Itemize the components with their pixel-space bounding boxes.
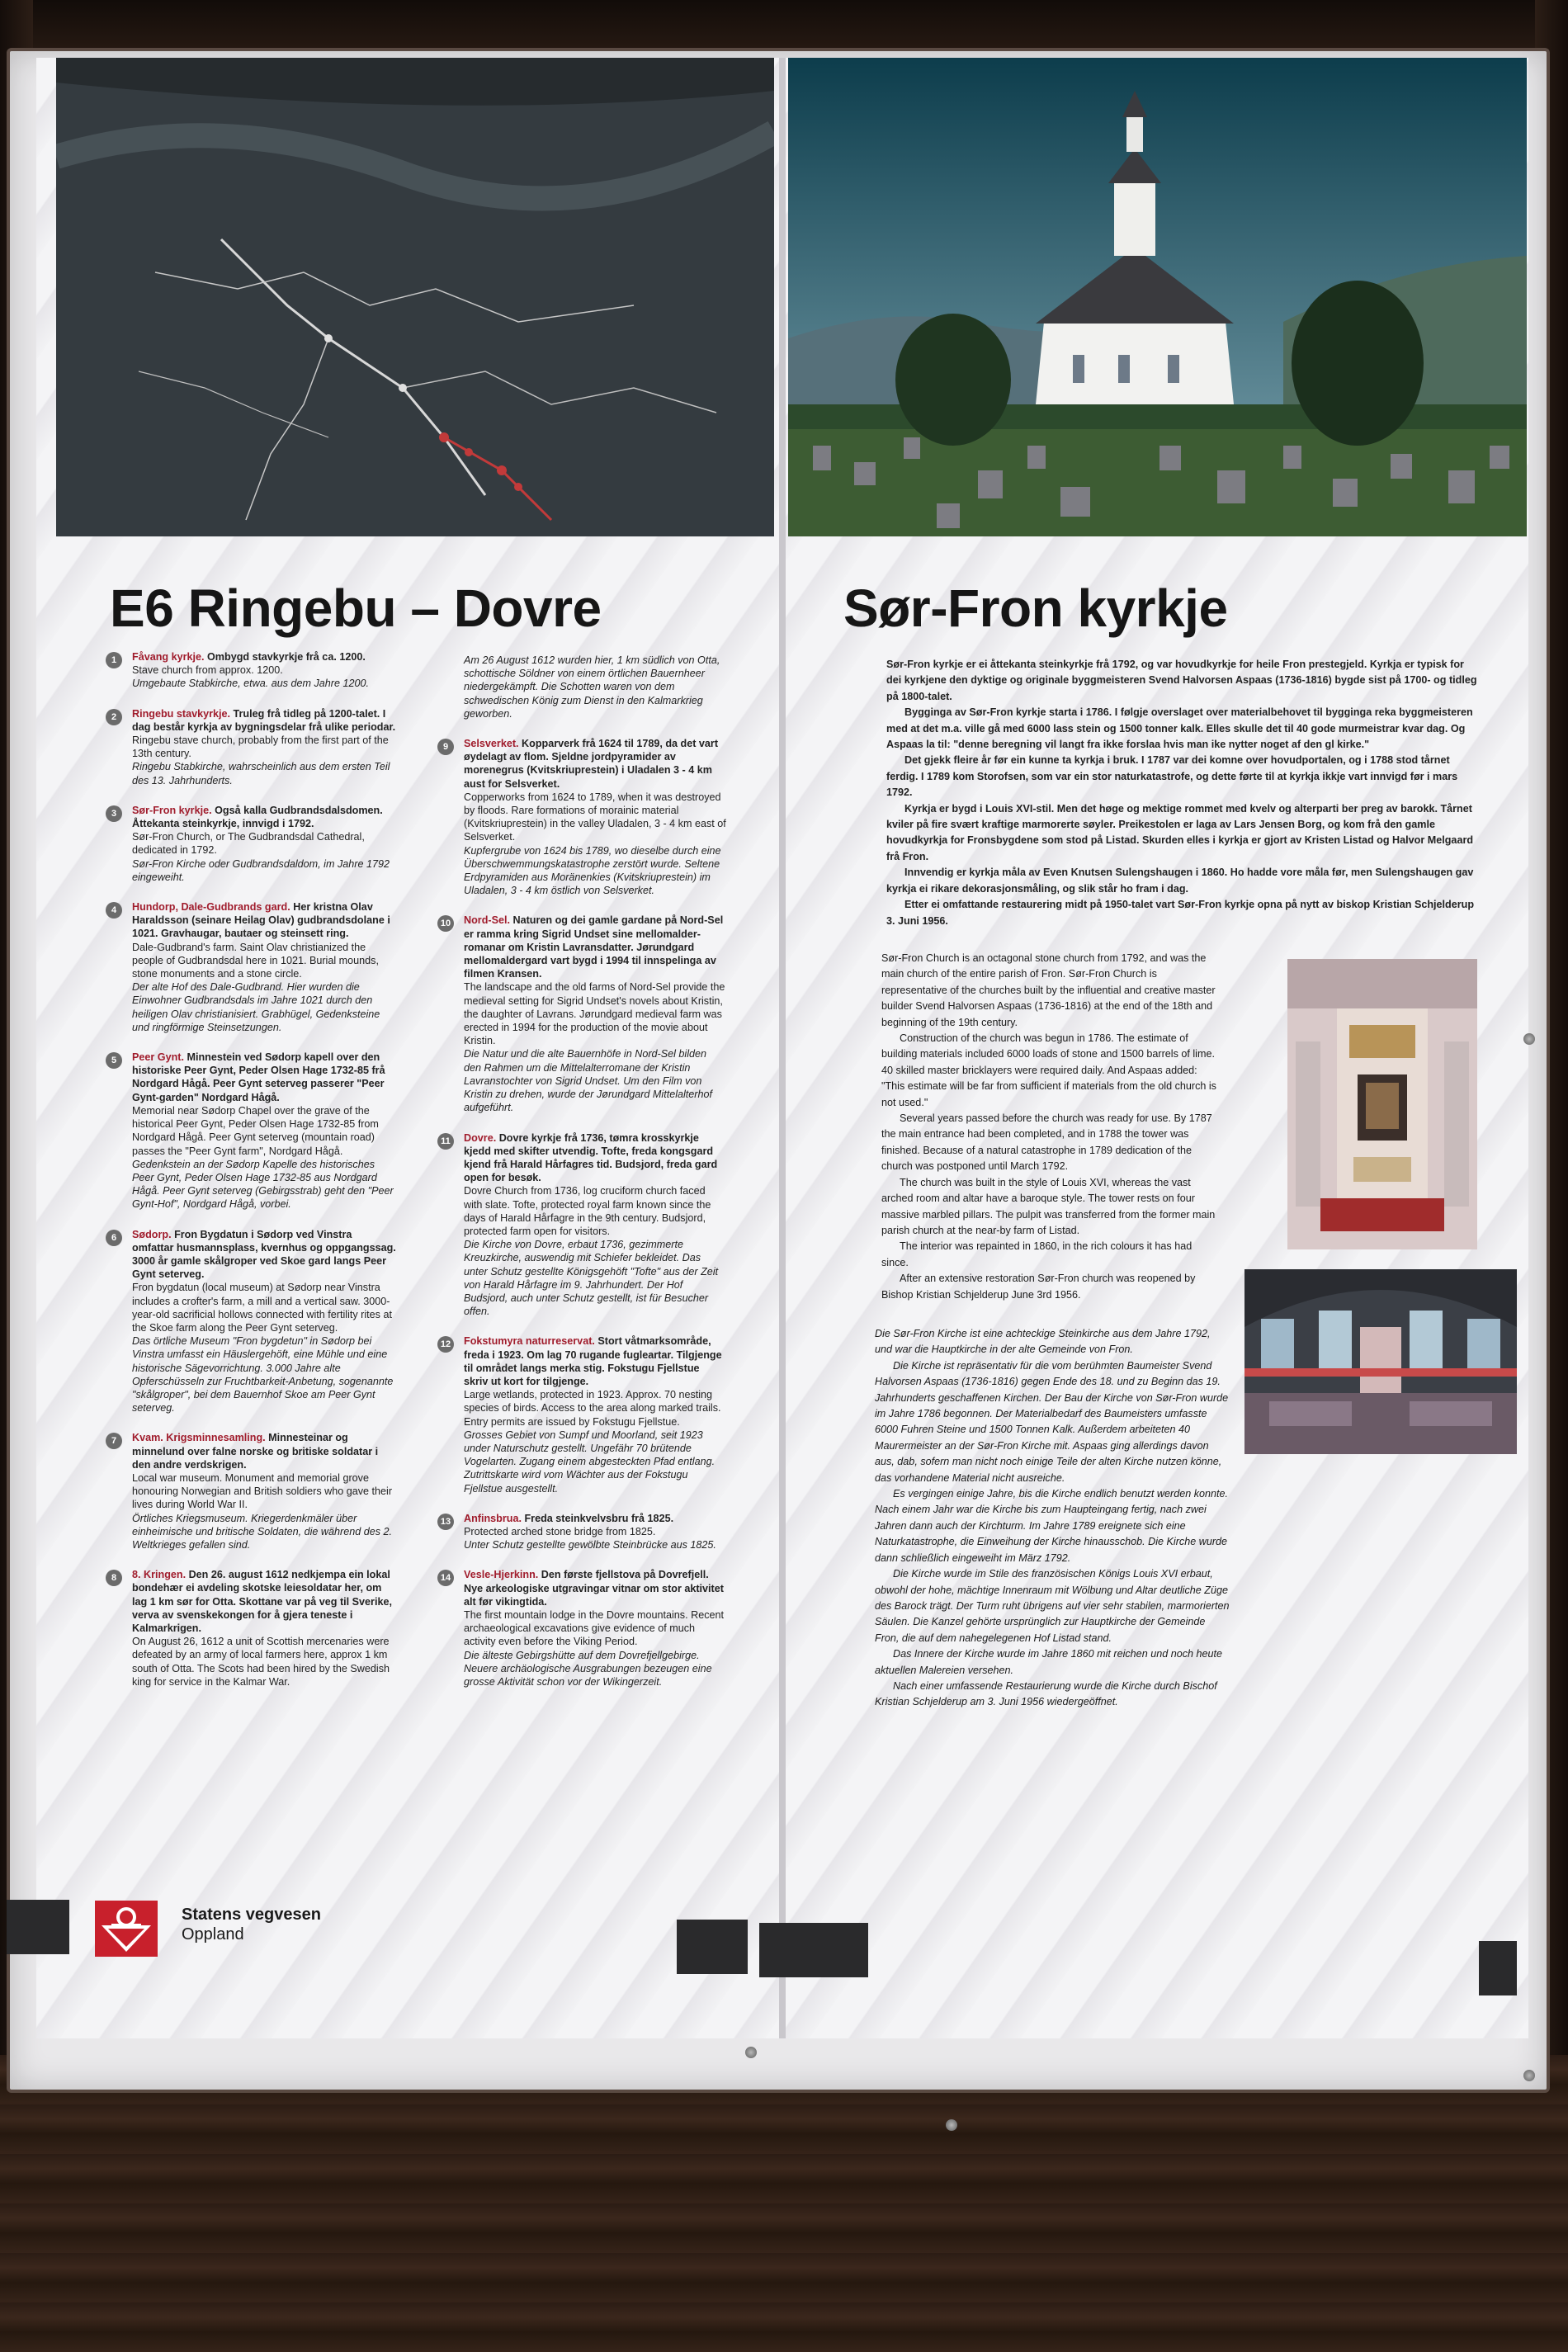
sight-text-no: Kopparverk frå 1624 til 1789, da det vart øydelagt av flom. Sjeldne jordpyramider av morenegrus (Kvitskriuprestein) i Uladalen 3 - 4 km aust for Selsverket. [464, 738, 719, 790]
sight-text-no: Minnestein ved Sødorp kapell over den historiske Peer Gynt, Peder Olsen Hage 1732-85 frå Nordgard Hågå. Peer Gynt seterveg passerer "Peer Gynt-garden" Nordgard Hågå. [132, 1051, 385, 1103]
sight-number-badge: 11 [437, 1133, 454, 1150]
organization-region: Oppland [182, 1925, 244, 1943]
sight-number-badge: 14 [437, 1570, 454, 1586]
sight-title: Sør-Fron kyrkje. [132, 804, 212, 816]
sight-title: Vesle-Hjerkinn. [464, 1569, 539, 1581]
sight-text-no: Stort våtmarksområde, freda i 1923. Om lag 70 rugande fugleartar. Tilgjenge til området langs merka stig. Fokstugu Fjellstue skriv ut kort for tilgjenge. [464, 1335, 722, 1387]
route-map-photo [56, 58, 774, 536]
sights-column-1 [106, 650, 396, 1705]
sight-number-badge: 12 [437, 1336, 454, 1353]
german-paragraph: Es vergingen einige Jahre, bis die Kirche endlich benutzt werden konnte. Nach einem Jahr war die Kirche bis zum Haupteingang fertig, nach zwei Jahren dann auch der Kirchturm. Im Jahre 1789 ereignete sich eine Naturkatastrophe, die Einweihung der Kirche hinausschob. Die Kirche wurde dann schließlich eingeweiht im März 1792. [875, 1488, 1229, 1564]
sight-text-en: On August 26, 1612 a unit of Scottish mercenaries were defeated by an army of local farmers here, approx 1 km south of Otta. The Scots had been hired by the Swedish king for service in the Kalmar War. [132, 1636, 390, 1688]
panel-divider [779, 58, 786, 2038]
sight-title: Fokstumyra naturreservat. [464, 1335, 595, 1348]
sight-number-badge: 5 [106, 1052, 122, 1069]
english-paragraph: Several years passed before the church was ready for use. By 1787 the main entrance had been completed, and in 1788 the tower was finished. Because of a natural catastrophe in 1789 dedication of the church was postponed until March 1792. [881, 1112, 1212, 1173]
sight-text-en: Dale-Gudbrand's farm. Saint Olav christianized the people of Gudbrandsdal here in 1021. Burial mounds, stone monuments and a stone circle. [132, 941, 379, 980]
sight-item [106, 707, 396, 787]
sight-number-badge: 6 [106, 1230, 122, 1246]
sight-title: Fåvang kyrkje. [132, 651, 205, 663]
intro-paragraph: Kyrkja er bygd i Louis XVI-stil. Men det høge og mektige rommet med kvelv og alterparti ber preg av barokk. Tårnet kviler på fire svært kraftige marmorerte søyler. Preikestolen er laga av Lars Jensen Borg, og kom frå den gamle hovudkyrkja for Fronsbygdene som stod på Listad. Skurden elles i kyrkja er gjort av Kristen Listad og Halvor Melgaard frå Fron. [886, 802, 1474, 862]
sight-item [106, 1051, 396, 1211]
english-paragraph: Construction of the church was begun in 1786. The estimate of building materials included 6000 loads of stone and 1500 barrels of lime. 40 skilled master bricklayers were required daily. And Aspaas added: "This estimate will be far from sufficient if materials from the old church is not used." [881, 1032, 1216, 1108]
sight-item [437, 1131, 726, 1319]
statens-vegvesen-logo [95, 1901, 158, 1957]
logo-text [182, 1905, 321, 1944]
bolt [745, 2047, 757, 2058]
sight-text-en: Stave church from approx. 1200. [132, 664, 283, 677]
sight-item [106, 1568, 396, 1688]
sight-text-en: Copperworks from 1624 to 1789, when it was destroyed by floods. Rare formations of morainic material (Kvitskriuprestein) in the valley Uladalen, 3 - 4 km east of Selsverket. [464, 791, 726, 843]
sight-text-no: Naturen og dei gamle gardane på Nord-Sel er ramma kring Sigrid Undset sine mellomalder-romanar om Kristin Lavransdatter. Jørundgard mellomaldergard vart bygd i 1994 til innspelinga av filmen Kransen. [464, 914, 724, 980]
church-illustration [788, 58, 1527, 536]
sight-text-en: Ringebu stave church, probably from the first part of the 13th century. [132, 734, 389, 760]
sight-text-en: Memorial near Sødorp Chapel over the grave of the historical Peer Gynt, Peder Olsen Hage 1732-85 from Nordgard Hågå. Peer Gynt seterveg (mountain road) passes the "Peer Gynt farm", Nordgard Hågå. [132, 1104, 379, 1157]
sight-text-en: Dovre Church from 1736, log cruciform church faced with slate. Tofte, protected royal farm known since the days of Harald Hårfagre in the 9th century. Budsjord, protected farm open for visitors. [464, 1185, 711, 1237]
bolt [1523, 2070, 1535, 2081]
sight-text-en: Large wetlands, protected in 1923. Approx. 70 nesting species of birds. Access to the area along marked trails. Entry permits are issued by Fokstugu Fjellstue. [464, 1389, 721, 1428]
interior-photo [1244, 1269, 1517, 1454]
sight-text-no: Den første fjellstova på Dovrefjell. Nye arkeologiske utgravingar vitnar om stor aktivitet alt før vikingtida. [464, 1569, 724, 1608]
english-paragraph: The church was built in the style of Louis XVI, whereas the vast arched room and altar have a baroque style. The tower rests on four massive marbled pillars. The pulpit was transferred from the former main parish church at the near-by farm of Listad. [881, 1176, 1216, 1236]
sight-text-de: Gedenkstein an der Sødorp Kapelle des historisches Peer Gynt, Peder Olsen Hage 1732-85 aus Nordgard Hågå. Peer Gynt seterveg (Gebirgsstrab) geht den "Peer Gynt-Hof", Nordgard Hågå, vorbei. [132, 1158, 394, 1211]
organization-name: Statens vegvesen [182, 1906, 321, 1924]
interior-illustration [1244, 1269, 1517, 1454]
sight-text-de: Grosses Gebiet von Sumpf und Moorland, seit 1923 under Naturschutz gestellt. Ungefähr 70 brütende Vogelarten. Zugang einem abgesteckten Pfad entlang. Zutrittskarte wird vom Wächter aus der Fokstugu Fjellstue ausgestellt. [464, 1429, 716, 1495]
sight-title: Anfinsbrua. [464, 1512, 522, 1524]
sight-item [437, 1334, 726, 1495]
mounting-plate [7, 1900, 69, 1954]
sight-text-de: Örtliches Kriegsmuseum. Kriegerdenkmäler über einheimische und britische Soldaten, die während des 2. Weltkrieges gefallen sind. [132, 1512, 393, 1551]
sight-number-badge: 3 [106, 805, 122, 822]
road-authority-emblem-icon [95, 1901, 158, 1957]
sight-item [106, 1431, 396, 1551]
german-paragraph: Die Sør-Fron Kirche ist eine achteckige Steinkirche aus dem Jahre 1792, und war die Hauptkirche in der alte Gemeinde von Fron. [875, 1328, 1211, 1356]
sight-text-no: Truleg frå tidleg på 1200-talet. I dag består kyrkja av bygningsdelar frå ulike periodar. [132, 707, 396, 733]
sight-title: 8. Kringen. [132, 1569, 187, 1581]
sight-text-no: Her kristna Olav Haraldsson (seinare Heilag Olav) gudbrandsdolane i 1021. Gravhaugar, bautaer og steinsett ring. [132, 901, 390, 940]
intro-paragraph: Bygginga av Sør-Fron kyrkje starta i 1786. I følgje overslaget over materialbehovet til bygginga reka byggmeisteren med at det m.a. ville gå med 6000 lass stein og 1500 tonner kalk. Elles skulle det til 40 gode murmeistrar kvar dag. Og Aspaas la til: "denne beregning vil langt fra ikke forslaa hvis man ike nytter noget af den gl kirke." [886, 706, 1473, 751]
sight-item [437, 1568, 726, 1688]
sight-text-no: Ombygd stavkyrkje frå ca. 1200. [207, 651, 366, 663]
sight-text-de: Sør-Fron Kirche oder Gudbrandsdaldom, im Jahre 1792 eingeweiht. [132, 857, 390, 883]
sight-title: Ringebu stavkyrkje. [132, 707, 230, 720]
sight-text-no: Dovre kyrkje frå 1736, tømra krosskyrkje kjedd med skifter utvendig. Tofte, freda kongsgard kjend frå Harald Hårfagres tid. Budsjord, freda gard open for besøk. [464, 1131, 718, 1184]
wood-frame-bottom [0, 2055, 1568, 2352]
sight-text-en: Fron bygdatun (local museum) at Sødorp near Vinstra includes a crofter's farm, a mill and a vertical saw. 3000-year-old sacrificial hollows connected with fertility rites at the Skoe farm along the Peer Gynt seterveg. [132, 1282, 392, 1334]
sight-title: Peer Gynt. [132, 1051, 184, 1064]
intro-paragraph: Sør-Fron kyrkje er ei åttekanta steinkyrkje frå 1792, og var hovudkyrkje for heile Fron prestegjeld. Kyrkja er typisk for dei kyrkjene den dyktige og originale byggmeisteren Svend Halvorsen Aspaas (1736-1816) bygde sist på 1700- og tidleg på 1800-talet. [886, 659, 1477, 702]
sight-number-badge: 4 [106, 902, 122, 919]
sight-number-badge: 13 [437, 1514, 454, 1530]
english-paragraph: Sør-Fron Church is an octagonal stone church from 1792, and was the main church of the entire parish of Fron. Sør-Fron Church is representative of the churches built by the influential and creative master builder Svend Halvorsen Aspaas (1736-1816) at the end of the 18th and beginning of the 19th century. [881, 952, 1216, 1028]
sight-text-no: Freda steinkvelvsbru frå 1825. [524, 1512, 674, 1524]
sight-text-de: Kupfergrube von 1624 bis 1789, wo dieselbe durch eine Überschwemmungskatastrophe zerstört wurde. Seltene Erdpyramiden aus Moränenkies (Kvitskriuprestein) im Uladalen, 3 - 4 km östlich von Selsverket. [464, 844, 721, 897]
bolt [1523, 1033, 1535, 1045]
sights-column-2 [437, 654, 726, 1705]
german-paragraph: Die Kirche ist repräsentativ für die vom berühmten Baumeister Svend Halvorsen Aspaas (1736-1816) gegen Ende des 18. und zu Beginn das 19. Jahrhunderts geschaffenen Kirchen. Der Bau der Kirche von Sør-Fron wurde im Jahre 1786 begonnen. Der Materialbedarf des Baumeisters umfasste 6000 Fuhren Steine und 1500 Tonnen Kalk. Außerdem arbeiteten 40 Maurermeister an der Sør-Fron Kirche mit. Aspaas ging allerdings davon aus, dab, sofern man nicht noch einige Teile der alten Kirche nutzen könne, das vorhandene Material nicht ausreiche. [875, 1359, 1229, 1484]
sight-text-no: Også kalla Gudbrandsdalsdomen. Åttekanta steinkyrkje, innvigd i 1792. [132, 804, 383, 830]
intro-paragraph: Etter ei omfattande restaurering midt på 1950-talet vart Sør-Fron kyrkje opna på nytt av biskop Kristian Schjelderup 3. Juni 1956. [886, 899, 1475, 927]
sight-text-en: Protected arched stone bridge from 1825. [464, 1525, 656, 1537]
mounting-plate [677, 1920, 748, 1974]
sight-text-de: Der alte Hof des Dale-Gudbrand. Hier wurden die Einwohner Gudbrandsdals im Jahre 1021 durch den heiligen Olav christianisiert. Grabhügel, Gedenksteine und ringförmige Steinsetzungen. [132, 981, 380, 1033]
sight-item [437, 737, 726, 897]
altar-photo [1287, 959, 1477, 1249]
german-text [875, 1326, 1230, 1711]
sight-item-continued [437, 654, 726, 720]
english-paragraph: The interior was repainted in 1860, in the rich colours it has had since. [881, 1240, 1193, 1268]
altar-illustration [1287, 959, 1477, 1249]
sight-text-de: Das örtliche Museum "Fron bygdetun" in Sødorp bei Vinstra umfasst ein Häuslergehöft, eine Mühle und eine historische Sägevorrichtung. 3.000 Jahre alte Opferschüsseln zur Fruchtbarkeit-Anbetung, sogenannte "skålgroper", bei dem Bauernhof Skoe am Peer Gynt seterveg. [132, 1335, 394, 1415]
sight-item [437, 914, 726, 1114]
sight-text-de: Unter Schutz gestellte gewölbte Steinbrücke aus 1825. [464, 1539, 716, 1551]
sight-item [106, 650, 396, 691]
german-paragraph: Das Innere der Kirche wurde im Jahre 1860 mit reichen und noch heute aktuellen Malereien versehen. [875, 1648, 1223, 1676]
sight-title: Hundorp, Dale-Gudbrands gard. [132, 901, 290, 914]
sight-item [437, 1512, 726, 1552]
sight-number-badge: 9 [437, 739, 454, 755]
sight-item [106, 900, 396, 1034]
sight-text-en: Local war museum. Monument and memorial grove honouring Norwegian and British soldiers who gave their lives during World War II. [132, 1471, 393, 1511]
sight-item [106, 804, 396, 884]
sight-title: Dovre. [464, 1131, 497, 1144]
intro-paragraph: Det gjekk fleire år før ein kunne ta kyrkja i bruk. I 1787 var dei komne over hovudportalen, og i 1788 stod tårnet ferdig. I 1789 kom Storofsen, som var ein stor naturkatastrofe, og dette førte til at kyrkja ikkje vart innvigd før i mars 1792. [886, 754, 1458, 799]
sight-text-de: Umgebaute Stabkirche, etwa. aus dem Jahre 1200. [132, 678, 370, 690]
english-paragraph: After an extensive restoration Sør-Fron church was reopened by Bishop Kristian Schjelderup June 3rd 1956. [881, 1273, 1196, 1301]
german-paragraph: Die Kirche wurde im Stile des französischen Königs Louis XVI erbaut, obwohl der hohe, mächtige Innenraum mit Wölbung und Altar deutliche Züge des Barock trägt. Der Turm ruht übrigens auf vier sehr stabilen, marmorierten Säulen. Die Kanzel gehörte ursprünglich zur Hauptkirche der Gemeinde Fron, die auf dem nahegelegenen Hof Listad stand. [875, 1568, 1230, 1644]
sight-text-de: Ringebu Stabkirche, wahrscheinlich aus dem ersten Teil des 13. Jahrhunderts. [132, 761, 390, 786]
sight-text-en: Sør-Fron Church, or The Gudbrandsdal Cathedral, dedicated in 1792. [132, 831, 365, 857]
sight-text-de: Die älteste Gebirgshütte auf dem Dovrefjellgebirge. Neuere archäologische Ausgrabungen bezeugen eine grosse Aktivität schon vor der Wikingerzeit. [464, 1649, 712, 1688]
sight-text-no: Minnesteinar og minnelund over falne norske og britiske soldatar i den andre verdskrigen. [132, 1432, 379, 1471]
sight-text-de: Am 26 August 1612 wurden hier, 1 km südlich von Otta, schottische Söldner von einem örtlichen Bauernheer niedergekämpft. Die Schotten waren von dem schwedischen König zum Dienst in den Kalmarkrieg geworben. [464, 654, 720, 720]
mounting-plate [759, 1923, 868, 1977]
sight-number-badge: 7 [106, 1433, 122, 1449]
bolt [946, 2119, 957, 2131]
sight-text-no: Fron Bygdatun i Sødorp ved Vinstra omfattar husmannsplass, kvernhus og oppgangssag. 3000 år gamle skålgroper ved Skoe gard langs Peer Gynt seterveg. [132, 1228, 396, 1281]
english-text [881, 951, 1218, 1303]
sight-text-de: Die Kirche von Dovre, erbaut 1736, gezimmerte Kreuzkirche, auswendig mit Schiefer bekleidet. Das unter Schutz gestellte Königsgehöft "Tofte" aus der Zeit von Harald Hårfagre im 9. Jahrhundert. Der Hof Budsjord, auch unter Schutz gestellt, ist für Besucher offen. [464, 1239, 719, 1318]
sight-text-de: Die Natur und die alte Bauernhöfe in Nord-Sel bilden den Rahmen um die Mittelalterromane der Kristin Lavranstochter von Sigrid Undset. Um den Film von Kristin zu drehen, wurde der Jørundgard Mittelalterhof aufgeführt. [464, 1048, 712, 1114]
sight-title: Selsverket. [464, 738, 519, 750]
sight-number-badge: 10 [437, 915, 454, 932]
sight-number-badge: 8 [106, 1570, 122, 1586]
church-photo [788, 58, 1527, 536]
german-paragraph: Nach einer umfassende Restaurierung wurde die Kirche durch Bischof Kristian Schjelderup am 3. Juni 1956 wiedergeöffnet. [875, 1679, 1217, 1708]
right-heading: Sør-Fron kyrkje [843, 579, 1228, 638]
sight-number-badge: 2 [106, 709, 122, 725]
sight-title: Sødorp. [132, 1228, 172, 1240]
sight-title: Nord-Sel. [464, 914, 510, 927]
sight-title: Kvam. Krigsminnesamling. [132, 1432, 266, 1444]
mounting-plate [1479, 1941, 1517, 1995]
sight-item [106, 1228, 396, 1415]
route-map-illustration [56, 58, 774, 536]
intro-paragraph: Innvendig er kyrkja måla av Even Knutsen Sulengshaugen i 1860. Ho hadde vore måla før, men Sulengshaugen gav kyrkja ei rikare dekorasjonsmåling, og slik står ho fram i dag. [886, 867, 1474, 895]
norwegian-intro-text [886, 657, 1479, 929]
sight-text-en: The first mountain lodge in the Dovre mountains. Recent archaeological excavations give evidence of much activity even before the Viking Period. [464, 1609, 725, 1648]
sight-text-en: The landscape and the old farms of Nord-Sel provide the medieval setting for Sigrid Undset's novels about Kristin, the daughter of Lavrans. Jørundgard medieval farm was erected in 1994 for the production of the movie about Kristin. [464, 981, 725, 1047]
left-heading: E6 Ringebu – Dovre [110, 579, 602, 638]
sight-number-badge: 1 [106, 652, 122, 668]
sight-text-no: Den 26. august 1612 nedkjempa ein lokal bondehær ei avdeling skotske leiesoldatar her, om lag 1 km sør for Otta. Skottane var på veg til Sverike, verva av svenskekongen for å gjera teneste i Kalmarkrigen. [132, 1569, 392, 1634]
